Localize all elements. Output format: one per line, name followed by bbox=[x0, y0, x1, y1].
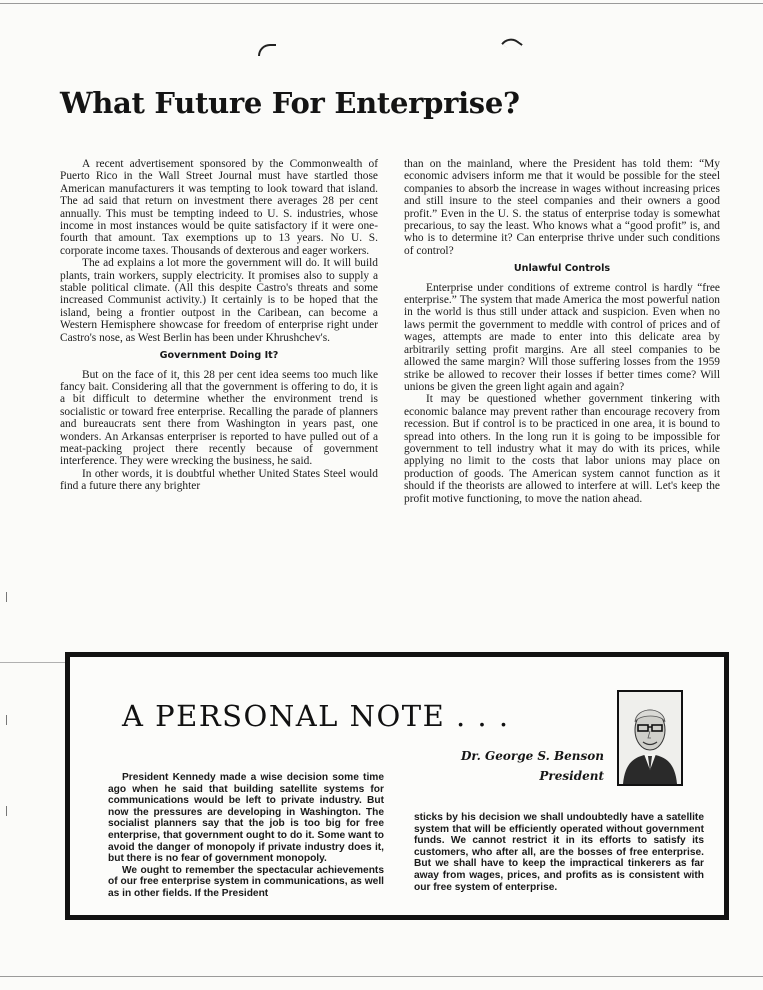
paragraph: We ought to remember the spectacular achievements of our free enterprise system in communications, as well as in other fields. If the President bbox=[108, 864, 384, 899]
scan-edge-top bbox=[0, 3, 763, 4]
paragraph: Enterprise under conditions of extreme control is hardly “free enterprise.” The system that made America the most powerful nation in the world is thus still under attack and suspicion. Even when no laws permit the government to meddle with control of prices and of wages, attempts are made to enter into this delicate area by arbitrarily setting profit margins. Are all steel companies to be allowed the same margin? Will those suffering losses from the 1959 strike be allowed to recover their losses if better times come? Will unions be given the green light again and again? bbox=[404, 281, 720, 393]
paragraph: than on the mainland, where the President has told them: “My economic advisers inform me that it would be possible for the steel companies to absorb the increase in wages without increasing prices and still insure to the steel companies and their owners a good profit.” Even in the U. S. the status of enterprise today is somewhat precarious, to say the least. Who knows what a “good profit” is, and who is to determine it? Can enterprise thrive under such conditions of control? bbox=[404, 158, 720, 257]
author-signature bbox=[461, 746, 604, 786]
article-left-column bbox=[60, 158, 378, 493]
scan-tick bbox=[6, 592, 7, 602]
subheading: Government Doing It? bbox=[159, 350, 279, 362]
article-headline: What Future For Enterprise? bbox=[60, 86, 520, 120]
author-portrait bbox=[617, 690, 683, 786]
author-title: President bbox=[539, 769, 604, 783]
paragraph: sticks by his decision we shall undoubtedly have a satellite system that will be efficiently operated without government funds. We cannot restrict it in its efforts to satisfy its customers, who after all, are the bosses of free enterprise. But we shall have to keep the impractical tinkerers as far away from wages, prices, and profits as is consistent with our free system of enterprise. bbox=[414, 812, 704, 893]
article-right-column bbox=[404, 158, 720, 505]
scan-edge-bottom bbox=[0, 976, 763, 977]
paragraph: But on the face of it, this 28 per cent idea seems too much like fancy bait. Considering all that the government is offering to do, it is a bit difficult to determine whether the environment trend is socialistic or toward free enterprise. Recalling the parade of planners and bureaucrats sent there from Washington in years past, one wonders. An Arkansas enterpriser is reported to have pulled out of a meat-packing project there recently because of government interference. They were wrecking the business, he said. bbox=[60, 368, 378, 468]
paragraph: It may be questioned whether government tinkering with economic balance may prevent rather than encourage recovery from recession. But if control is to be practiced in one area, it is bound to spread into others. In the long run it is going to be impossible for government to tell industry what it may do with its prices, while applying no limit to the costs that labor unions may place on production of goods. The American system cannot function as it should if the theorists are allowed to interfere at will. Let's keep the profit motive functioning, to move the nation ahead. bbox=[404, 393, 720, 505]
personal-note-box bbox=[65, 652, 729, 920]
personal-note-right-column bbox=[414, 812, 704, 893]
scan-tick bbox=[6, 715, 7, 725]
scan-edge-left bbox=[0, 662, 70, 663]
subheading: Unlawful Controls bbox=[513, 263, 611, 275]
registration-mark bbox=[501, 34, 523, 54]
author-name: Dr. George S. Benson bbox=[461, 749, 604, 763]
personal-note-title: A PERSONAL NOTE . . . bbox=[122, 699, 510, 733]
portrait-image bbox=[619, 692, 681, 784]
paragraph: In other words, it is doubtful whether United States Steel would find a future there any brighter bbox=[60, 467, 378, 493]
personal-note-left-column bbox=[108, 772, 384, 900]
paragraph: The ad explains a lot more the government will do. It will build plants, train workers, supply electricity. It promises also to supply a stable political climate. (All this despite Castro's threats and some increased Communist activity.) It certainly is to be hoped that the island, being a frontier outpost in the Caribean, can become a Western Hemisphere showcase for freedom of enterprise right under Castro's nose, as West Berlin has been under Khrushchev's. bbox=[60, 257, 378, 344]
scan-tick bbox=[6, 806, 7, 816]
paragraph: President Kennedy made a wise decision some time ago when he said that building satellite systems for communications would be left to private industry. But now the pressures are developing in Washington. The socialist planners say that the job is too big for free enterprise, that government ought to do it. Some want to avoid the danger of monopoly if private industry does it, but there is no fear of government monopoly. bbox=[108, 772, 384, 865]
paragraph: A recent advertisement sponsored by the Commonwealth of Puerto Rico in the Wall Street Journal must have startled those American manufacturers it was tempting to look toward that island. The ad said that return on investment there averages 28 per cent annually. This must be tempting indeed to U. S. industries, whose income in most instances would be quite satisfactory if it were one-fourth that amount. Tax exemptions up to 13 years. No U. S. corporate income taxes. Thousands of dexterous and eager workers. bbox=[60, 158, 378, 257]
registration-mark bbox=[258, 44, 276, 56]
